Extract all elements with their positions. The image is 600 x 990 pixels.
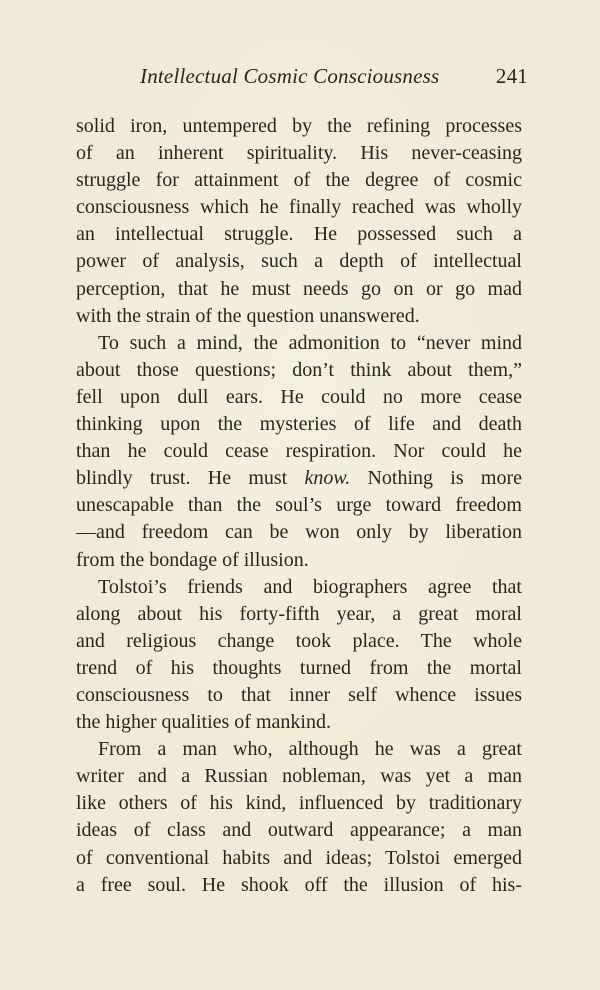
text-line: power of analysis, such a depth of intellectual: [76, 250, 522, 273]
text-line: —and freedom can be won only by liberation: [76, 521, 522, 544]
running-head: [140, 64, 530, 94]
page-number: 241: [495, 64, 528, 88]
text-line: of an inherent spirituality. His never-ceasing: [76, 142, 522, 165]
emphasized-word: know.: [304, 467, 351, 490]
text-line: To such a mind, the admonition to “never mind: [98, 331, 522, 354]
text-fragment: blindly trust. He must: [76, 467, 305, 490]
text-line: fell upon dull ears. He could no more cease: [76, 385, 522, 408]
body-text: [76, 113, 522, 899]
running-title: Intellectual Cosmic Consciousness: [140, 64, 440, 88]
text-line: along about his forty-fifth year, a great moral: [76, 602, 522, 625]
text-line: like others of his kind, influenced by traditionary: [76, 792, 522, 815]
text-line: trend of his thoughts turned from the mortal: [76, 656, 522, 679]
text-line: solid iron, untempered by the refining processes: [76, 115, 522, 137]
text-line: ideas of class and outward appearance; a man: [76, 819, 522, 842]
text-line: writer and a Russian nobleman, was yet a man: [76, 765, 522, 788]
text-line: From a man who, although he was a great: [98, 738, 522, 761]
text-line: with the strain of the question unanswered.: [76, 304, 420, 327]
text-line: thinking upon the mysteries of life and death: [76, 413, 522, 436]
text-line: unescapable than the soul’s urge toward freedom: [76, 494, 522, 517]
text-line: about those questions; don’t think about them,”: [76, 358, 522, 381]
text-line: perception, that he must needs go on or go mad: [76, 277, 522, 300]
text-line: than he could cease respiration. Nor could he: [76, 440, 522, 463]
text-line: an intellectual struggle. He possessed such a: [76, 223, 522, 246]
text-line: Tolstoi’s friends and biographers agree that: [98, 575, 522, 598]
text-line: consciousness which he finally reached was wholly: [76, 196, 522, 219]
text-line: and religious change took place. The whole: [76, 629, 522, 652]
text-line: [76, 465, 522, 492]
text-fragment: Nothing is more: [350, 467, 522, 490]
text-line: consciousness to that inner self whence issues: [76, 683, 522, 706]
text-line: a free soul. He shook off the illusion of his-: [76, 873, 522, 896]
text-line: the higher qualities of mankind.: [76, 711, 331, 734]
text-line: struggle for attainment of the degree of cosmic: [76, 169, 522, 192]
text-line: from the bondage of illusion.: [76, 548, 309, 571]
text-line: of conventional habits and ideas; Tolstoi emerged: [76, 846, 522, 869]
